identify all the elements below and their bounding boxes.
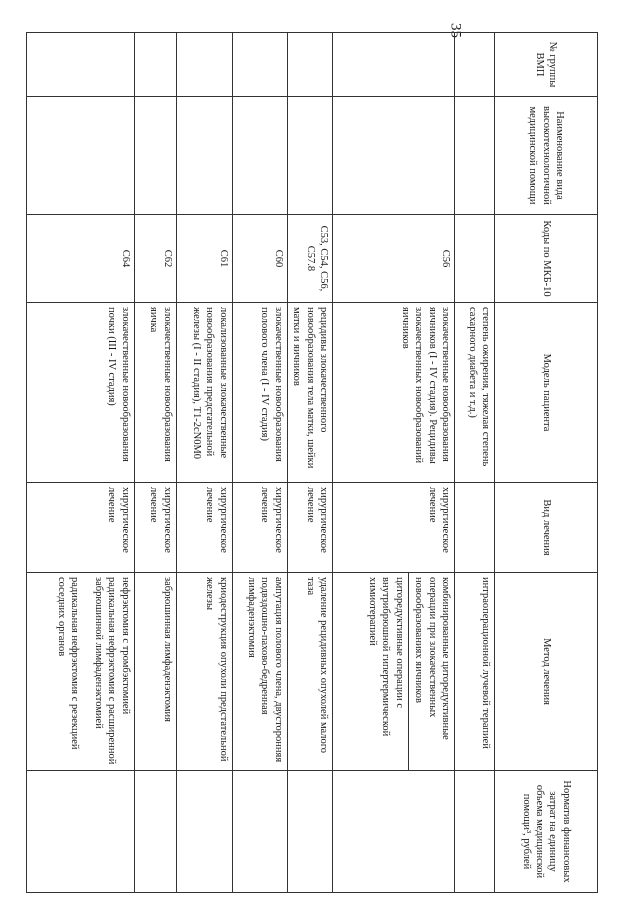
page-number: 35 xyxy=(447,23,464,38)
table-row xyxy=(176,33,232,893)
cell-method: забрюшинная лимфаденэктомия xyxy=(134,573,176,771)
cell-group xyxy=(287,33,332,97)
cell-type xyxy=(455,483,495,573)
cell-model: злокачественные новообразования полового члена (I - IV стадия) xyxy=(232,303,287,483)
cell-name xyxy=(287,97,332,215)
cell-codes: C62 xyxy=(134,215,176,303)
cell-type: хирургическое лечение xyxy=(26,483,134,573)
cell-codes xyxy=(455,215,495,303)
table-row xyxy=(232,33,287,893)
cell-method: интраоперационной лучевой терапией xyxy=(455,573,495,771)
cell-model: степень ожирения, тяжелая степень сахарного диабета и т.д.) xyxy=(455,303,495,483)
header-method: Метод лечения xyxy=(495,573,598,771)
header-type: Вид лечения xyxy=(495,483,598,573)
header-row xyxy=(495,33,598,893)
cell-norm xyxy=(134,771,176,893)
cell-type: хирургическое лечение xyxy=(232,483,287,573)
cell-norm xyxy=(333,771,455,893)
table-row xyxy=(455,33,495,893)
method-line: циторедуктивные операции с внутрибрюшной гипертермической химиотерапией xyxy=(365,573,408,770)
cell-codes: C64 xyxy=(26,215,134,303)
cell-model: локализованные злокачественные новообразования предстательной железы (I - II стадия), T1-2cN0M0 xyxy=(176,303,232,483)
cell-codes: C53, C54, C56, C57.8 xyxy=(287,215,332,303)
cell-model: злокачественные новообразования яичников (I - IV стадия). Рецидивы злокачественных новообразований яичников xyxy=(333,303,455,483)
cell-type: хирургическое лечение xyxy=(134,483,176,573)
cell-method: удаление рецидивных опухолей малого таза xyxy=(287,573,332,771)
cell-method xyxy=(26,573,134,771)
table-row xyxy=(333,33,455,893)
cell-codes: C56 xyxy=(333,215,455,303)
cell-group xyxy=(455,33,495,97)
cell-name xyxy=(26,97,134,215)
header-codes: Коды по МКБ-10 xyxy=(495,215,598,303)
cell-name xyxy=(455,97,495,215)
cell-codes: C61 xyxy=(176,215,232,303)
cell-name xyxy=(333,97,455,215)
table-row xyxy=(287,33,332,893)
method-line: радикальная нефрэктомия с резекцией соседних органов xyxy=(55,577,81,750)
cell-type: хирургическое лечение xyxy=(287,483,332,573)
cell-norm xyxy=(26,771,134,893)
method-line: нефрэктомия с тромбэктомией xyxy=(119,577,131,715)
method-line: радикальная нефрэктомия с расширенной забрюшинной лимфаденэктомией xyxy=(92,577,118,765)
vmp-table xyxy=(26,32,598,893)
cell-codes: C60 xyxy=(232,215,287,303)
cell-method: ампутация полового члена, двусторонняя подвздошно-пахово-бедренная лимфаденэктомия xyxy=(232,573,287,771)
cell-name xyxy=(232,97,287,215)
cell-group xyxy=(176,33,232,97)
cell-model: злокачественные новообразования яичка xyxy=(134,303,176,483)
cell-group xyxy=(232,33,287,97)
cell-group xyxy=(26,33,134,97)
header-name: Наименование вида высокотехнологичной медицинской помощи xyxy=(495,97,598,215)
header-model: Модель пациента xyxy=(495,303,598,483)
cell-norm xyxy=(287,771,332,893)
table-row xyxy=(26,33,134,893)
cell-group xyxy=(134,33,176,97)
cell-method xyxy=(333,573,455,771)
cell-norm xyxy=(232,771,287,893)
cell-norm xyxy=(176,771,232,893)
cell-type: хирургическое лечение xyxy=(176,483,232,573)
cell-method: криодеструкция опухоли предстательной железы xyxy=(176,573,232,771)
table-row xyxy=(134,33,176,893)
header-group: № группы ВМП xyxy=(495,33,598,97)
cell-type: хирургическое лечение xyxy=(333,483,455,573)
method-line: комбинированные циторедуктивные операции при злокачественных новообразованиях яичников xyxy=(413,577,451,740)
cell-name xyxy=(134,97,176,215)
cell-model: злокачественные новообразования почки (III - IV стадия) xyxy=(26,303,134,483)
cell-norm xyxy=(455,771,495,893)
cell-model: рецидивы злокачественного новообразования тела матки, шейки матки и яичников xyxy=(287,303,332,483)
cell-name xyxy=(176,97,232,215)
cell-group xyxy=(333,33,455,97)
header-norm: Норматив финансовых затрат на единицу объема медицинской помощи³, рублей xyxy=(495,771,598,893)
